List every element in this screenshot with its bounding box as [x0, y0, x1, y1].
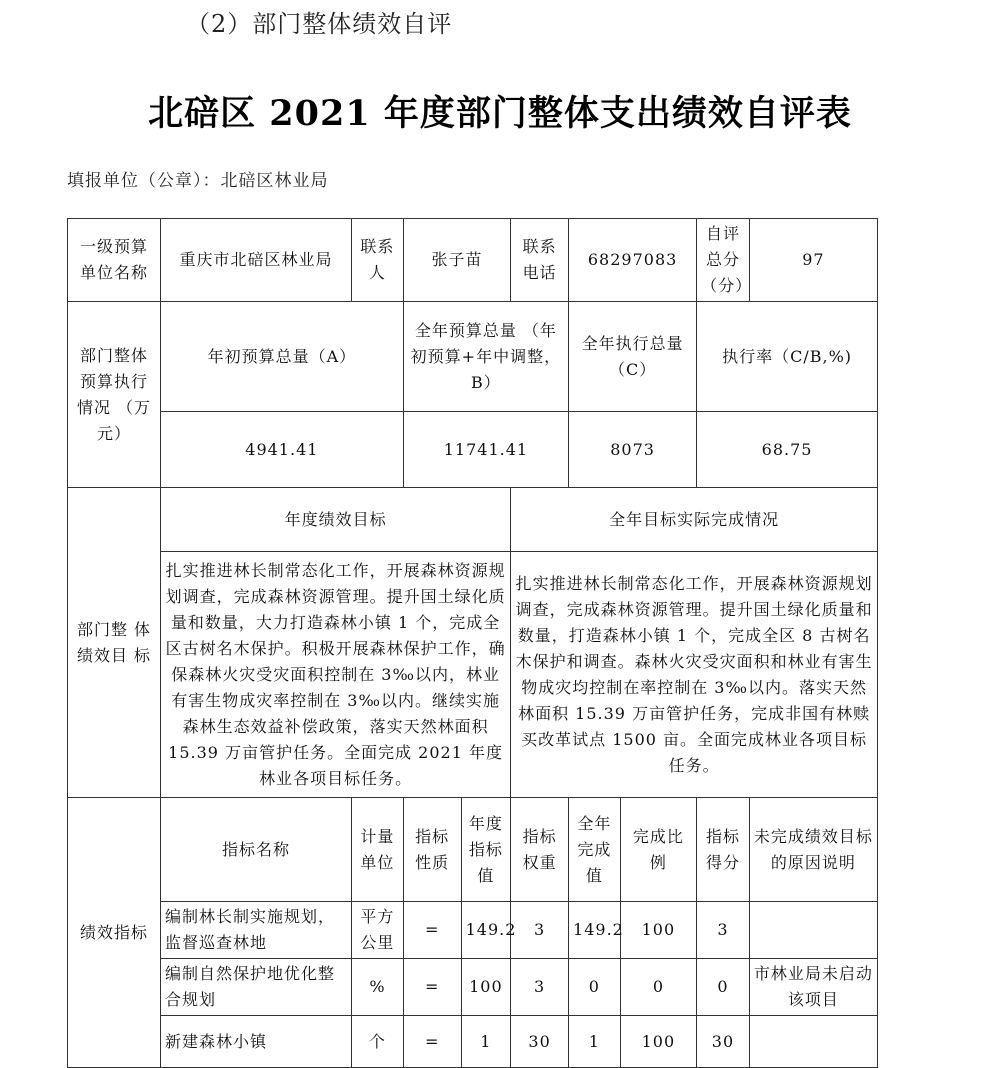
indicator-weight: 3: [511, 959, 569, 1016]
indicator-header-reason: 未完成绩效目标的原因说明: [749, 798, 877, 902]
budget-a-value: 4941.41: [160, 412, 403, 488]
indicator-score: 3: [697, 902, 750, 959]
budget-c-value: 8073: [569, 412, 697, 488]
phone-label: 联系电话: [511, 219, 569, 302]
budget-c-label: 全年执行总量 （C）: [569, 302, 697, 412]
indicator-nature: =: [403, 902, 461, 959]
indicator-header-row: [68, 798, 878, 902]
indicator-ratio: 0: [620, 959, 696, 1016]
actual-header: 全年目标实际完成情况: [511, 488, 878, 552]
goals-text-row: [68, 552, 878, 798]
indicator-nature: =: [403, 1016, 461, 1068]
budget-header-row: [68, 302, 878, 412]
section-heading: （2）部门整体绩效自评: [186, 10, 453, 38]
indicator-target: 149.2: [461, 902, 511, 959]
total-score: 97: [749, 219, 877, 302]
target-header: 年度绩效目标: [160, 488, 510, 552]
score-label: 自评总分 （分）: [697, 219, 750, 302]
goals-header-row: [68, 488, 878, 552]
indicator-unit: 个: [352, 1016, 404, 1068]
indicator-name: 编制自然保护地优化整合规划: [160, 959, 351, 1016]
contact-value: 张子苗: [403, 219, 510, 302]
annual-target-text: 扎实推进林长制常态化工作，开展森林资源规划调查，完成森林资源管理。提升国土绿化质量和数量，大力打造森林小镇 1 个，完成全区古树名木保护。积极开展森林保护工作，确保森林火灾受灾面积控制在 3‰以内，林业有害生物成灾率控制在 3‰以内。继续实施森林生态效益补偿政策，落实天然林面积 15.39 万亩管护任务。全面完成 2021 年度林业各项目标任务。: [160, 552, 510, 798]
indicator-score: 30: [697, 1016, 750, 1068]
indicator-target: 100: [461, 959, 511, 1016]
indicator-done: 0: [569, 959, 621, 1016]
indicator-nature: =: [403, 959, 461, 1016]
contact-label: 联系人: [352, 219, 404, 302]
indicator-header-done: 全年完成值: [569, 798, 621, 902]
indicator-header-name: 指标名称: [160, 798, 351, 902]
budget-b-label: 全年预算总量 （年初预算+年中调整，B）: [403, 302, 568, 412]
budget-a-label: 年初预算总量（A）: [160, 302, 403, 412]
phone-value: 68297083: [569, 219, 697, 302]
table-row: [68, 1016, 878, 1068]
evaluation-table: [67, 218, 878, 1068]
indicator-header-ratio: 完成比例: [620, 798, 696, 902]
unit-name: 重庆市北碚区林业局: [160, 219, 351, 302]
indicator-unit: 平方公里: [352, 902, 404, 959]
indicator-done: 149.2: [569, 902, 621, 959]
indicator-ratio: 100: [620, 1016, 696, 1068]
indicator-header-score: 指标得分: [697, 798, 750, 902]
indicator-name: 编制林长制实施规划，监督巡查林地: [160, 902, 351, 959]
indicator-header-nature: 指标性质: [403, 798, 461, 902]
table-row: [68, 959, 878, 1016]
goals-row-label: 部门整 体 绩效目 标: [68, 488, 161, 798]
actual-completion-text: 扎实推进林长制常态化工作，开展森林资源规划调查，完成森林资源管理。提升国土绿化质量和数量，打造森林小镇 1 个，完成全区 8 古树名木保护和调查。森林火灾受灾面积和林业有害生物成灾均控制在率控制在 3‰以内。落实天然林面积 15.39 万亩管护任务，完成非国有林赎买改革试点 1500 亩。全面完成林业各项目标任务。: [511, 552, 878, 798]
indicator-done: 1: [569, 1016, 621, 1068]
budget-b-value: 11741.41: [403, 412, 568, 488]
indicator-weight: 30: [511, 1016, 569, 1068]
indicators-row-label: 绩效指标: [68, 798, 161, 1068]
budget-rate-label: 执行率（C/B,%): [697, 302, 878, 412]
page-title: 北碚区 2021 年度部门整体支出绩效自评表: [148, 93, 852, 134]
filing-unit: 填报单位（公章）：北碚区林业局: [67, 171, 329, 191]
indicator-header-target: 年度指标值: [461, 798, 511, 902]
unit-name-label: 一级预算 单位名称: [68, 219, 161, 302]
indicator-header-weight: 指标权重: [511, 798, 569, 902]
indicator-reason: 市林业局未启动该项目: [749, 959, 877, 1016]
indicator-name: 新建森林小镇: [160, 1016, 351, 1068]
indicator-reason: [749, 1016, 877, 1068]
budget-rate-value: 68.75: [697, 412, 878, 488]
budget-row-label: 部门整体 预算执行 情况 （万元）: [68, 302, 161, 488]
indicator-header-unit: 计量单位: [352, 798, 404, 902]
indicator-reason: [749, 902, 877, 959]
budget-value-row: [68, 412, 878, 488]
indicator-score: 0: [697, 959, 750, 1016]
indicator-target: 1: [461, 1016, 511, 1068]
indicator-weight: 3: [511, 902, 569, 959]
unit-row: [68, 219, 878, 302]
table-row: [68, 902, 878, 959]
indicator-unit: %: [352, 959, 404, 1016]
indicator-ratio: 100: [620, 902, 696, 959]
